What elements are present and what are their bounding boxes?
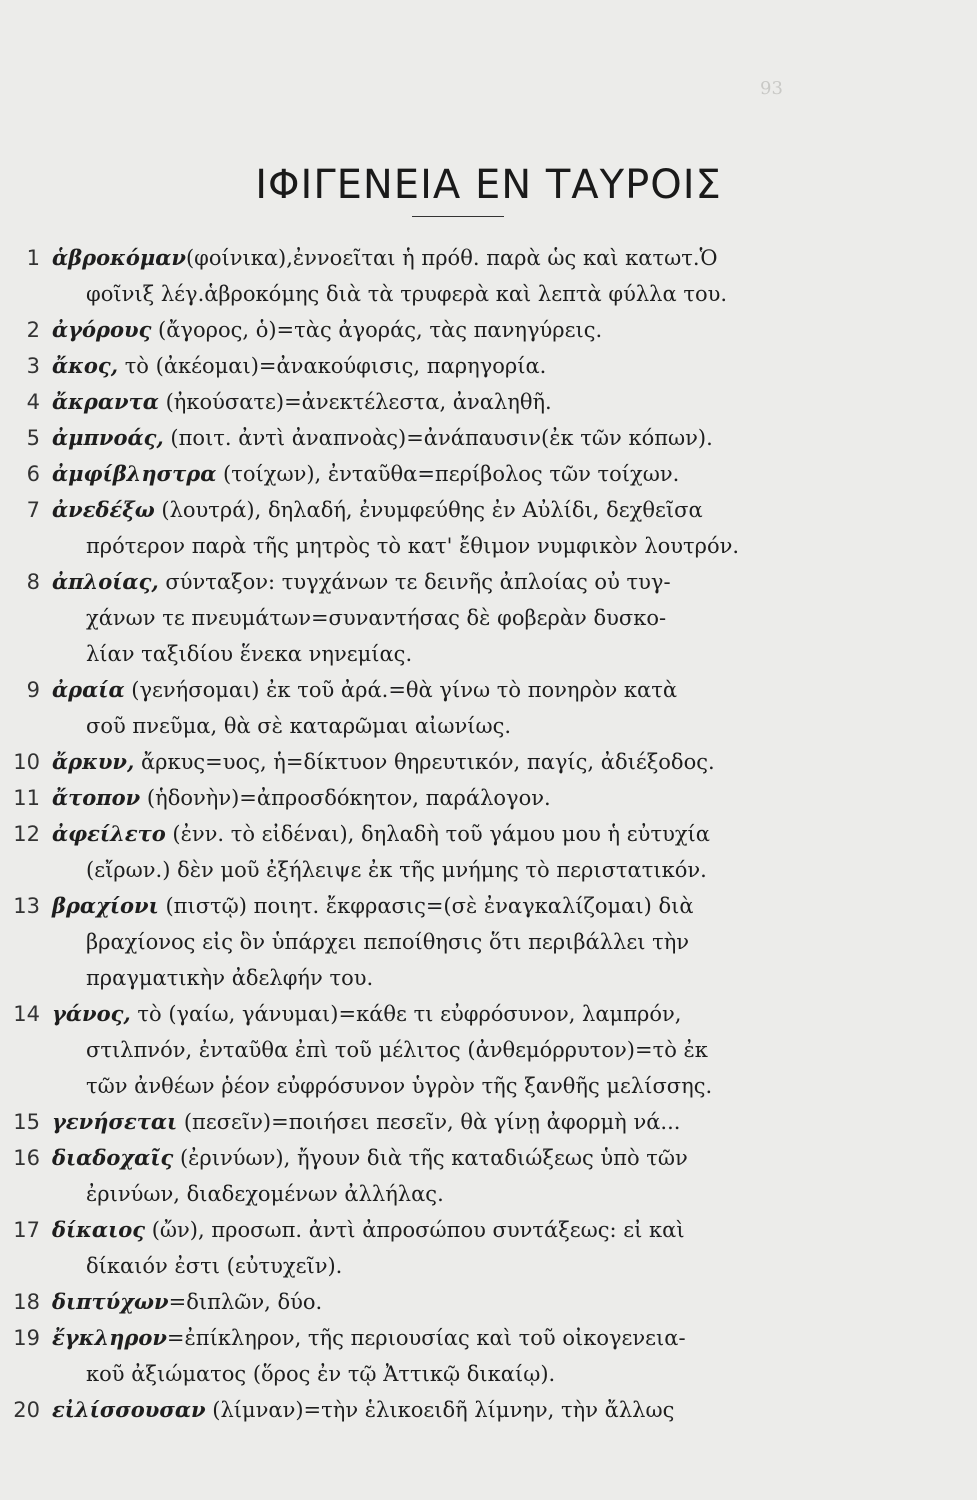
glossary-line — [0, 996, 977, 1032]
glossary-line — [0, 312, 977, 348]
entry-number: 8 — [26, 570, 40, 594]
entry-number: 6 — [26, 462, 40, 486]
glossary-line — [0, 672, 977, 708]
entry-text: (γενήσομαι) ἐκ τοῦ ἀρά.=θὰ γίνω τὸ πονηρὸν κατὰ — [124, 678, 678, 702]
entry-headword: γενήσεται — [52, 1109, 178, 1134]
glossary-line — [0, 492, 977, 528]
entry-headword: ἄκος, — [52, 353, 119, 378]
entry-text: (λουτρά), δηλαδή, ἐνυμφεύθης ἐν Αὐλίδι, δεχθεῖσα — [154, 498, 703, 522]
entry-headword: ἁβροκόμαν — [52, 245, 186, 270]
entry-text: (ἄγορος, ὁ)=τὰς ἀγοράς, τὰς πανηγύρεις. — [151, 318, 603, 342]
entry-text: (ἐνν. τὸ εἰδέναι), δηλαδὴ τοῦ γάμου μου ἡ εὐτυχία — [165, 822, 710, 846]
glossary-line — [0, 600, 977, 636]
glossary-line — [0, 636, 977, 672]
entry-number: 2 — [26, 318, 40, 342]
entry-number: 20 — [13, 1398, 40, 1422]
entry-number: 3 — [26, 354, 40, 378]
entry-headword: ἀμπνοάς, — [52, 425, 164, 450]
glossary-line — [0, 1392, 977, 1428]
entry-headword: βραχίονι — [52, 893, 159, 918]
entry-headword: ἄκραντα — [52, 389, 159, 414]
glossary-line — [0, 708, 977, 744]
glossary-line — [0, 744, 977, 780]
entry-text: (ἠκούσατε)=ἀνεκτέλεστα, ἀναληθῆ. — [158, 390, 552, 414]
entry-text: (ὤν), προσωπ. ἀντὶ ἀπροσώπου συντάξεως: εἰ καὶ — [145, 1218, 685, 1242]
entry-number: 7 — [26, 498, 40, 522]
glossary-line — [0, 528, 977, 564]
entry-number: 17 — [13, 1218, 40, 1242]
entry-headword: ἀμφίβληστρα — [52, 461, 217, 486]
entry-number: 19 — [13, 1326, 40, 1350]
entry-headword: εἰλίσσουσαν — [52, 1397, 206, 1422]
entry-headword: ἀνεδέξω — [52, 497, 155, 522]
entry-text: τὸ (γαίω, γάνυμαι)=κάθε τι εὐφρόσυνον, λαμπρόν, — [130, 1002, 682, 1026]
entry-number: 14 — [13, 1002, 40, 1026]
glossary-line — [0, 1212, 977, 1248]
entry-number: 10 — [13, 750, 40, 774]
entry-headword: γάνος, — [52, 1001, 131, 1026]
entry-continuation: λίαν ταξιδίου ἕνεκα νηνεμίας. — [86, 642, 413, 666]
entry-text: =διπλῶν, δύο. — [168, 1290, 323, 1314]
glossary-line — [0, 420, 977, 456]
glossary-line — [0, 888, 977, 924]
entry-continuation: τῶν ἀνθέων ῥέον εὐφρόσυνον ὑγρὸν τῆς ξανθῆς μελίσσης. — [86, 1074, 713, 1098]
entry-continuation: δίκαιόν ἐστι (εὐτυχεῖν). — [86, 1254, 343, 1278]
entry-number: 1 — [26, 246, 40, 270]
glossary-line — [0, 1320, 977, 1356]
glossary-line — [0, 1248, 977, 1284]
entry-text: τὸ (ἀκέομαι)=ἀνακούφισις, παρηγορία. — [118, 354, 547, 378]
entry-number: 9 — [26, 678, 40, 702]
entry-text: (λίμναν)=τὴν ἑλικοειδῆ λίμνην, τὴν ἄλλως — [205, 1398, 675, 1422]
entry-continuation: χάνων τε πνευμάτων=συναντήσας δὲ φοβερὰν δυσκο- — [86, 606, 667, 630]
entry-headword: διαδοχαῖς — [52, 1145, 174, 1170]
glossary-line — [0, 960, 977, 996]
entry-text: (ποιτ. ἀντὶ ἀναπνοὰς)=ἀνάπαυσιν(ἐκ τῶν κόπων). — [163, 426, 713, 450]
entry-headword: ἀραία — [52, 677, 125, 702]
entry-text: σύνταξον: τυγχάνων τε δεινῆς ἀπλοίας οὐ τυγ- — [158, 570, 671, 594]
glossary-line — [0, 1140, 977, 1176]
entry-text: (φοίνικα),ἐννοεῖται ἡ πρόθ. παρὰ ὡς καὶ κατωτ.Ὁ — [185, 246, 718, 270]
page-number: 93 — [760, 78, 783, 99]
entry-text: (ἡδονὴν)=ἀπροσδόκητον, παράλογον. — [140, 786, 551, 810]
glossary-line — [0, 852, 977, 888]
glossary-line — [0, 1104, 977, 1140]
glossary-line — [0, 924, 977, 960]
entry-continuation: πρότερον παρὰ τῆς μητρὸς τὸ κατ' ἔθιμον νυμφικὸν λουτρόν. — [86, 534, 740, 558]
entry-continuation: σοῦ πνεῦμα, θὰ σὲ καταρῶμαι αἰωνίως. — [86, 714, 512, 738]
glossary-line — [0, 780, 977, 816]
entry-headword: ἀφείλετο — [52, 821, 166, 846]
entry-continuation: κοῦ ἀξιώματος (ὅρος ἐν τῷ Ἀττικῷ δικαίῳ). — [86, 1362, 556, 1386]
entry-text: (πεσεῖν)=ποιήσει πεσεῖν, θὰ γίνῃ ἀφορμὴ νά... — [177, 1110, 681, 1134]
entry-headword: ἄτοπον — [52, 785, 141, 810]
glossary-line — [0, 1176, 977, 1212]
entry-number: 11 — [13, 786, 40, 810]
entry-number: 16 — [13, 1146, 40, 1170]
glossary-line — [0, 564, 977, 600]
entry-number: 12 — [13, 822, 40, 846]
entry-headword: ἄρκυν, — [52, 749, 135, 774]
entry-number: 4 — [26, 390, 40, 414]
entry-number: 18 — [13, 1290, 40, 1314]
entry-text: ἄρκυς=υος, ἡ=δίκτυον θηρευτικόν, παγίς, ἀδιέξοδος. — [134, 750, 715, 774]
entry-headword: ἀγόρους — [52, 317, 152, 342]
glossary-line — [0, 384, 977, 420]
glossary-line — [0, 240, 977, 276]
entry-continuation: (εἴρων.) δὲν μοῦ ἐξήλειψε ἐκ τῆς μνήμης τὸ περιστατικόν. — [86, 858, 707, 882]
entry-number: 15 — [13, 1110, 40, 1134]
entry-continuation: βραχίονος εἰς ὃν ὑπάρχει πεποίθησις ὅτι περιβάλλει τὴν — [86, 930, 690, 954]
glossary-line — [0, 456, 977, 492]
entry-continuation: ἐρινύων, διαδεχομένων ἀλλήλας. — [86, 1182, 444, 1206]
entry-continuation: στιλπνόν, ἐνταῦθα ἐπὶ τοῦ μέλιτος (ἀνθεμόρρυτον)=τὸ ἐκ — [86, 1038, 708, 1062]
entry-text: (ἐρινύων), ἤγουν διὰ τῆς καταδιώξεως ὑπὸ τῶν — [173, 1146, 688, 1170]
entry-number: 5 — [26, 426, 40, 450]
glossary-line — [0, 348, 977, 384]
entry-text: (τοίχων), ἐνταῦθα=περίβολος τῶν τοίχων. — [216, 462, 680, 486]
entry-text: =ἐπίκληρον, τῆς περιουσίας καὶ τοῦ οἰκογενεια- — [166, 1326, 686, 1350]
page-title: ΙΦΙΓΕΝΕΙΑ ΕΝ ΤΑΥΡΟΙΣ — [255, 162, 722, 208]
entry-text: (πιστῷ) ποιητ. ἔκφρασις=(σὲ ἐναγκαλίζομαι) διὰ — [158, 894, 694, 918]
glossary-line — [0, 1284, 977, 1320]
entry-headword: διπτύχων — [52, 1289, 169, 1314]
glossary-line — [0, 1068, 977, 1104]
entry-continuation: πραγματικὴν ἀδελφήν του. — [86, 966, 374, 990]
glossary-line — [0, 1032, 977, 1068]
title-underline — [412, 216, 504, 217]
entry-headword: δίκαιος — [52, 1217, 146, 1242]
glossary-line — [0, 276, 977, 312]
glossary-line — [0, 816, 977, 852]
entry-continuation: φοῖνιξ λέγ.ἁβροκόμης διὰ τὰ τρυφερὰ καὶ λεπτὰ φύλλα του. — [86, 282, 728, 306]
entry-number: 13 — [13, 894, 40, 918]
entry-headword: ἔγκληρον — [52, 1325, 167, 1350]
entry-headword: ἀπλοίας, — [52, 569, 159, 594]
glossary-line — [0, 1356, 977, 1392]
